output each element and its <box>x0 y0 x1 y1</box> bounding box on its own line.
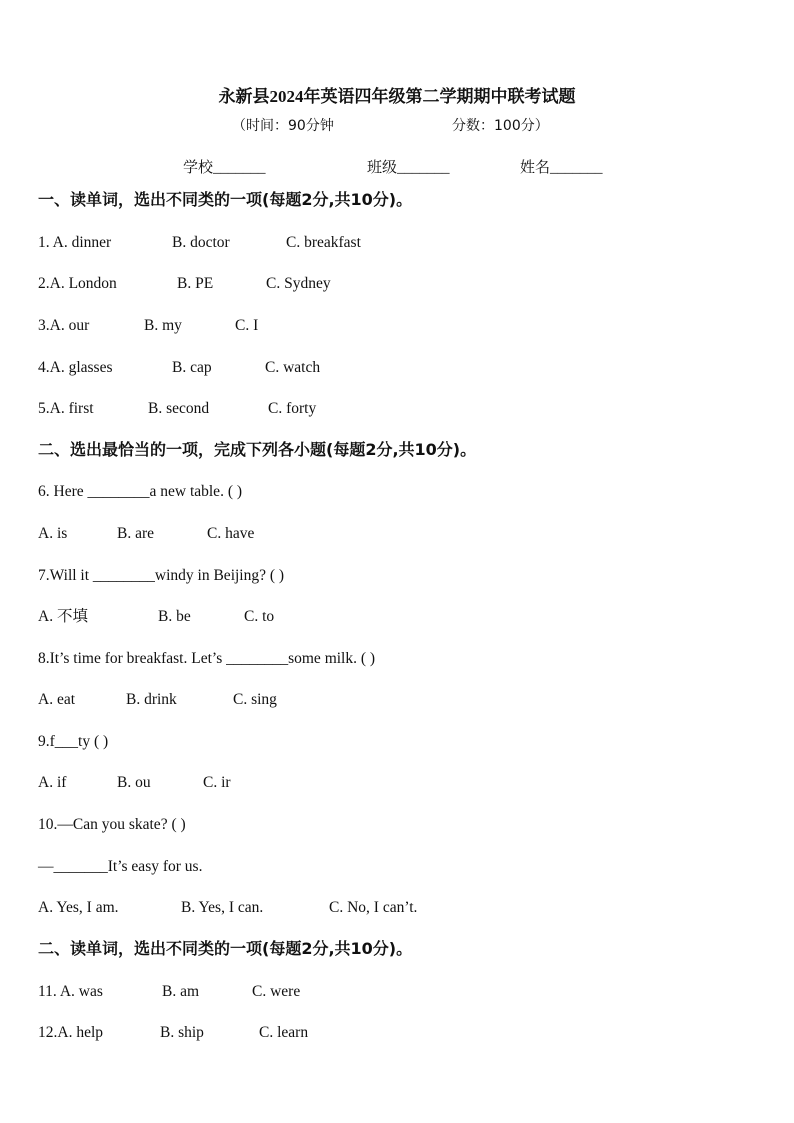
option-c: C. to <box>244 608 275 625</box>
class-field: 班级_______ <box>367 160 450 176</box>
option-c: C. watch <box>265 359 321 376</box>
option-c: C. were <box>252 983 301 1000</box>
option-c: C. breakfast <box>286 234 361 251</box>
option-a: A. is <box>38 525 68 542</box>
option-b: B. drink <box>126 691 177 708</box>
option-a: A. 不填 <box>38 608 88 625</box>
option-a: 11. A. was <box>38 983 103 1000</box>
question-stem: 10.—Can you skate? ( ) <box>38 816 186 833</box>
option-b: B. be <box>158 608 191 625</box>
option-b: B. second <box>148 400 210 417</box>
question-stem: 8.It’s time for breakfast. Let’s ________some milk. ( ) <box>38 650 376 667</box>
exam-score: 分数：100分） <box>452 118 549 134</box>
option-a: A. Yes, I am. <box>38 899 119 916</box>
question-stem: 7.Will it ________windy in Beijing? ( ) <box>38 567 285 584</box>
question-stem: 9.f___ty ( ) <box>38 733 109 750</box>
option-a: 4.A. glasses <box>38 359 113 376</box>
option-b: B. am <box>162 983 200 1000</box>
option-c: C. learn <box>259 1024 309 1041</box>
option-b: B. ship <box>160 1024 204 1041</box>
question-stem: 6. Here ________a new table. ( ) <box>38 483 243 500</box>
option-c: C. No, I can’t. <box>329 899 418 916</box>
option-b: B. cap <box>172 359 212 376</box>
option-c: C. ir <box>203 774 231 791</box>
section-heading: 二、读单词，选出不同类的一项(每题2分,共10分)。 <box>38 939 413 958</box>
option-a: 5.A. first <box>38 400 94 417</box>
option-b: B. ou <box>117 774 151 791</box>
name-field: 姓名_______ <box>520 160 603 176</box>
question-stem-reply: —_______It’s easy for us. <box>38 858 203 875</box>
option-a: A. eat <box>38 691 76 708</box>
option-a: 12.A. help <box>38 1024 104 1041</box>
section-heading: 一、读单词，选出不同类的一项(每题2分,共10分)。 <box>38 190 413 209</box>
option-b: B. doctor <box>172 234 230 251</box>
option-b: B. Yes, I can. <box>181 899 264 916</box>
option-c: C. sing <box>233 691 277 708</box>
option-b: B. PE <box>177 275 214 292</box>
option-b: B. are <box>117 525 155 542</box>
option-c: C. forty <box>268 400 317 417</box>
school-field: 学校_______ <box>183 160 266 176</box>
option-a: 3.A. our <box>38 317 90 334</box>
section-heading: 二、选出最恰当的一项，完成下列各小题(每题2分,共10分)。 <box>38 440 477 459</box>
exam-time: （时间：90分钟 <box>232 118 334 134</box>
option-c: C. Sydney <box>266 275 331 292</box>
option-a: 2.A. London <box>38 275 117 292</box>
option-a: A. if <box>38 774 67 791</box>
exam-title: 永新县2024年英语四年级第二学期期中联考试题 <box>218 87 576 106</box>
option-b: B. my <box>144 317 182 334</box>
option-c: C. have <box>207 525 255 542</box>
option-a: 1. A. dinner <box>38 234 112 251</box>
option-c: C. I <box>235 317 259 334</box>
